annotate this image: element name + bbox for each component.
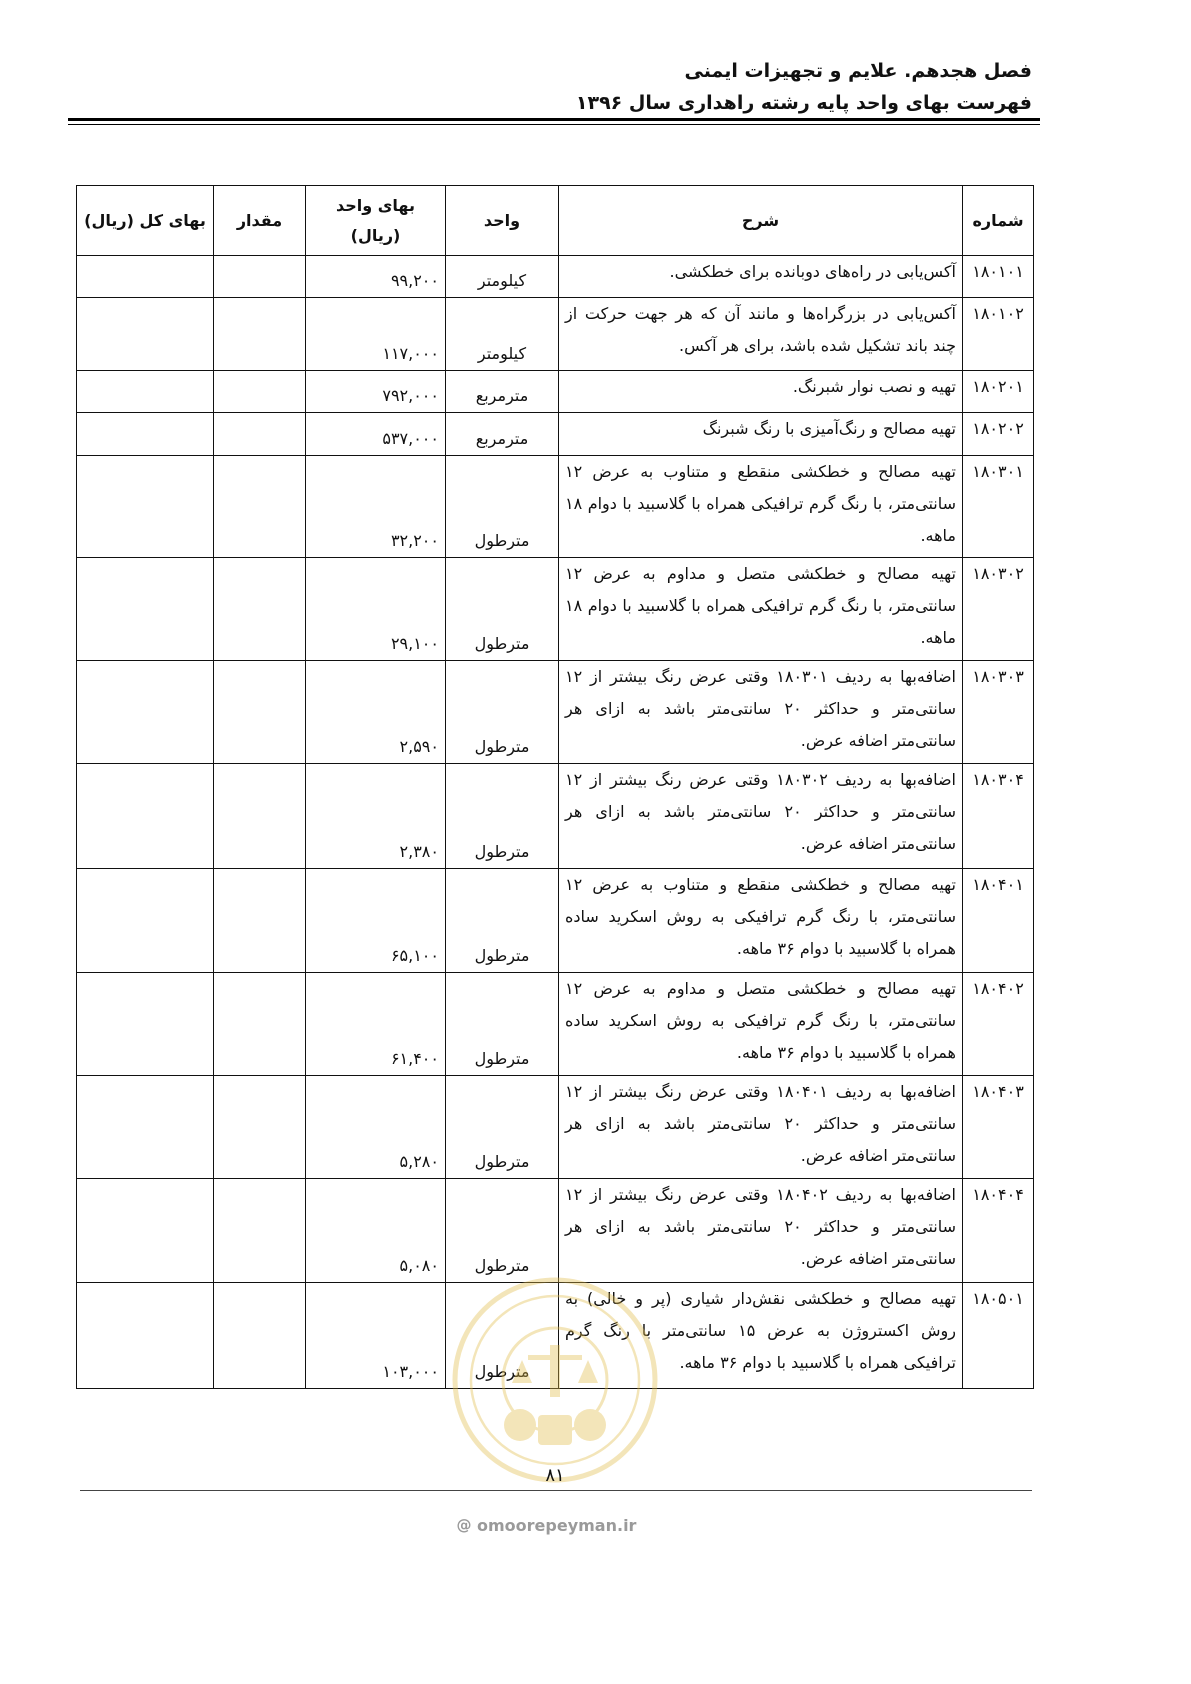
item-unit-price: ۷۹۲,۰۰۰	[306, 371, 446, 413]
item-unit: کیلومتر	[446, 256, 559, 298]
item-code: ۱۸۰۴۰۳	[963, 1076, 1034, 1179]
item-unit-price: ۵۳۷,۰۰۰	[306, 413, 446, 456]
item-quantity-cell	[214, 661, 306, 764]
item-description: اضافه‌بها به ردیف ۱۸۰۴۰۲ وقتی عرض رنگ بیشتر از ۱۲ سانتی‌متر و حداکثر ۲۰ سانتی‌متر باشد به ازای هر سانتی‌متر اضافه عرض.	[559, 1179, 963, 1283]
item-quantity-cell	[214, 764, 306, 869]
item-unit-price: ۵,۲۸۰	[306, 1076, 446, 1179]
item-unit-price: ۶۱,۴۰۰	[306, 973, 446, 1076]
item-code: ۱۸۰۱۰۱	[963, 256, 1034, 298]
item-description: اضافه‌بها به ردیف ۱۸۰۳۰۲ وقتی عرض رنگ بیشتر از ۱۲ سانتی‌متر و حداکثر ۲۰ سانتی‌متر باشد به ازای هر سانتی‌متر اضافه عرض.	[559, 764, 963, 869]
item-total-price-cell	[77, 869, 214, 973]
item-code: ۱۸۰۱۰۲	[963, 298, 1034, 371]
item-total-price-cell	[77, 1179, 214, 1283]
item-quantity-cell	[214, 256, 306, 298]
item-quantity-cell	[214, 413, 306, 456]
col-header-unit-price-label: بهای واحد	[335, 195, 415, 215]
table-row	[77, 371, 1034, 413]
item-code: ۱۸۰۴۰۴	[963, 1179, 1034, 1283]
item-unit-price: ۱۰۳,۰۰۰	[306, 1283, 446, 1389]
item-quantity-cell	[214, 558, 306, 661]
item-quantity-cell	[214, 1076, 306, 1179]
item-total-price-cell	[77, 764, 214, 869]
item-total-price-cell	[77, 1283, 214, 1389]
item-unit-price: ۲,۵۹۰	[306, 661, 446, 764]
item-quantity-cell	[214, 1179, 306, 1283]
table-row	[77, 298, 1034, 371]
item-code: ۱۸۰۴۰۱	[963, 869, 1034, 973]
col-header-unit: واحد	[446, 186, 559, 256]
col-header-unit-price	[306, 186, 446, 256]
page-header	[212, 55, 1032, 119]
item-code: ۱۸۰۳۰۴	[963, 764, 1034, 869]
table-row	[77, 413, 1034, 456]
col-header-code: شماره	[963, 186, 1034, 256]
header-double-rule	[68, 118, 1040, 125]
item-description: آکس‌یابی در بزرگراه‌ها و مانند آن که هر جهت حرکت از چند باند تشکیل شده باشد، برای هر آکس.	[559, 298, 963, 371]
item-quantity-cell	[214, 371, 306, 413]
item-quantity-cell	[214, 456, 306, 558]
item-unit: مترطول	[446, 1076, 559, 1179]
item-description: تهیه مصالح و خطکشی منقطع و متناوب به عرض ۱۲ سانتی‌متر، با رنگ گرم ترافیکی به روش اسکرید ساده همراه با گلاسبید با دوام ۳۶ ماهه.	[559, 869, 963, 973]
item-code: ۱۸۰۳۰۱	[963, 456, 1034, 558]
item-unit: مترطول	[446, 456, 559, 558]
table-row	[77, 1076, 1034, 1179]
item-unit: مترطول	[446, 973, 559, 1076]
item-total-price-cell	[77, 371, 214, 413]
table-row	[77, 661, 1034, 764]
table-row	[77, 1179, 1034, 1283]
at-sign-icon: @	[456, 1516, 472, 1534]
item-unit-price: ۲,۳۸۰	[306, 764, 446, 869]
item-total-price-cell	[77, 1076, 214, 1179]
item-description: تهیه و نصب نوار شبرنگ.	[559, 371, 963, 413]
page-number: ۸۱	[545, 1465, 565, 1486]
item-code: ۱۸۰۲۰۲	[963, 413, 1034, 456]
price-table	[76, 185, 1034, 1389]
item-unit: مترطول	[446, 661, 559, 764]
item-quantity-cell	[214, 973, 306, 1076]
table-row	[77, 456, 1034, 558]
item-unit-price: ۹۹,۲۰۰	[306, 256, 446, 298]
table-row	[77, 256, 1034, 298]
col-header-description: شرح	[559, 186, 963, 256]
item-unit-price: ۱۱۷,۰۰۰	[306, 298, 446, 371]
item-unit: مترمربع	[446, 413, 559, 456]
item-total-price-cell	[77, 298, 214, 371]
document-subtitle: فهرست بهای واحد پایه رشته راهداری سال ۱۳۹۶	[575, 92, 1032, 114]
item-code: ۱۸۰۴۰۲	[963, 973, 1034, 1076]
item-total-price-cell	[77, 256, 214, 298]
chapter-title: فصل هجدهم. علایم و تجهیزات ایمنی	[684, 60, 1032, 82]
item-quantity-cell	[214, 869, 306, 973]
item-unit: مترطول	[446, 558, 559, 661]
item-description: تهیه مصالح و رنگ‌آمیزی با رنگ شبرنگ	[559, 413, 963, 456]
col-header-quantity: مقدار	[214, 186, 306, 256]
watermark	[455, 1512, 636, 1538]
item-total-price-cell	[77, 413, 214, 456]
table-row	[77, 973, 1034, 1076]
item-description: تهیه مصالح و خطکشی نقش‌دار شیاری (پر و خالی) به روش اکستروژن به عرض ۱۵ سانتی‌متر با رنگ گرم ترافیکی همراه با گلاسبید با دوام ۳۶ ماهه.	[559, 1283, 963, 1389]
item-quantity-cell	[214, 298, 306, 371]
table-row	[77, 558, 1034, 661]
item-description: آکس‌یابی در راه‌های دوبانده برای خطکشی.	[559, 256, 963, 298]
item-code: ۱۸۰۳۰۲	[963, 558, 1034, 661]
item-unit-price: ۶۵,۱۰۰	[306, 869, 446, 973]
item-code: ۱۸۰۲۰۱	[963, 371, 1034, 413]
item-total-price-cell	[77, 456, 214, 558]
item-unit: مترطول	[446, 764, 559, 869]
item-code: ۱۸۰۵۰۱	[963, 1283, 1034, 1389]
item-unit: مترطول	[446, 869, 559, 973]
watermark-text: omoorepeyman.ir	[477, 1515, 637, 1535]
col-header-total-price: بهای کل (ریال)	[77, 186, 214, 256]
item-quantity-cell	[214, 1283, 306, 1389]
item-description: اضافه‌بها به ردیف ۱۸۰۳۰۱ وقتی عرض رنگ بیشتر از ۱۲ سانتی‌متر و حداکثر ۲۰ سانتی‌متر باشد به ازای هر سانتی‌متر اضافه عرض.	[559, 661, 963, 764]
item-description: تهیه مصالح و خطکشی منقطع و متناوب به عرض ۱۲ سانتی‌متر، با رنگ گرم ترافیکی همراه با گلاسبید با دوام ۱۸ ماهه.	[559, 456, 963, 558]
item-unit: کیلومتر	[446, 298, 559, 371]
table-row	[77, 1283, 1034, 1389]
item-total-price-cell	[77, 661, 214, 764]
footer-rule	[80, 1490, 1032, 1491]
table-row	[77, 869, 1034, 973]
item-description: تهیه مصالح و خطکشی متصل و مداوم به عرض ۱۲ سانتی‌متر، با رنگ گرم ترافیکی همراه با گلاسبید با دوام ۱۸ ماهه.	[559, 558, 963, 661]
col-header-unit-price-currency: (ریال)	[350, 225, 401, 245]
item-unit-price: ۲۹,۱۰۰	[306, 558, 446, 661]
table-header-row	[77, 186, 1034, 256]
item-total-price-cell	[77, 558, 214, 661]
item-description: اضافه‌بها به ردیف ۱۸۰۴۰۱ وقتی عرض رنگ بیشتر از ۱۲ سانتی‌متر و حداکثر ۲۰ سانتی‌متر باشد به ازای هر سانتی‌متر اضافه عرض.	[559, 1076, 963, 1179]
item-unit: مترمربع	[446, 371, 559, 413]
item-unit-price: ۳۲,۲۰۰	[306, 456, 446, 558]
item-unit: مترطول	[446, 1283, 559, 1389]
item-total-price-cell	[77, 973, 214, 1076]
item-description: تهیه مصالح و خطکشی متصل و مداوم به عرض ۱۲ سانتی‌متر، با رنگ گرم ترافیکی به روش اسکرید ساده همراه با گلاسبید با دوام ۳۶ ماهه.	[559, 973, 963, 1076]
item-code: ۱۸۰۳۰۳	[963, 661, 1034, 764]
item-unit-price: ۵,۰۸۰	[306, 1179, 446, 1283]
table-row	[77, 764, 1034, 869]
item-unit: مترطول	[446, 1179, 559, 1283]
